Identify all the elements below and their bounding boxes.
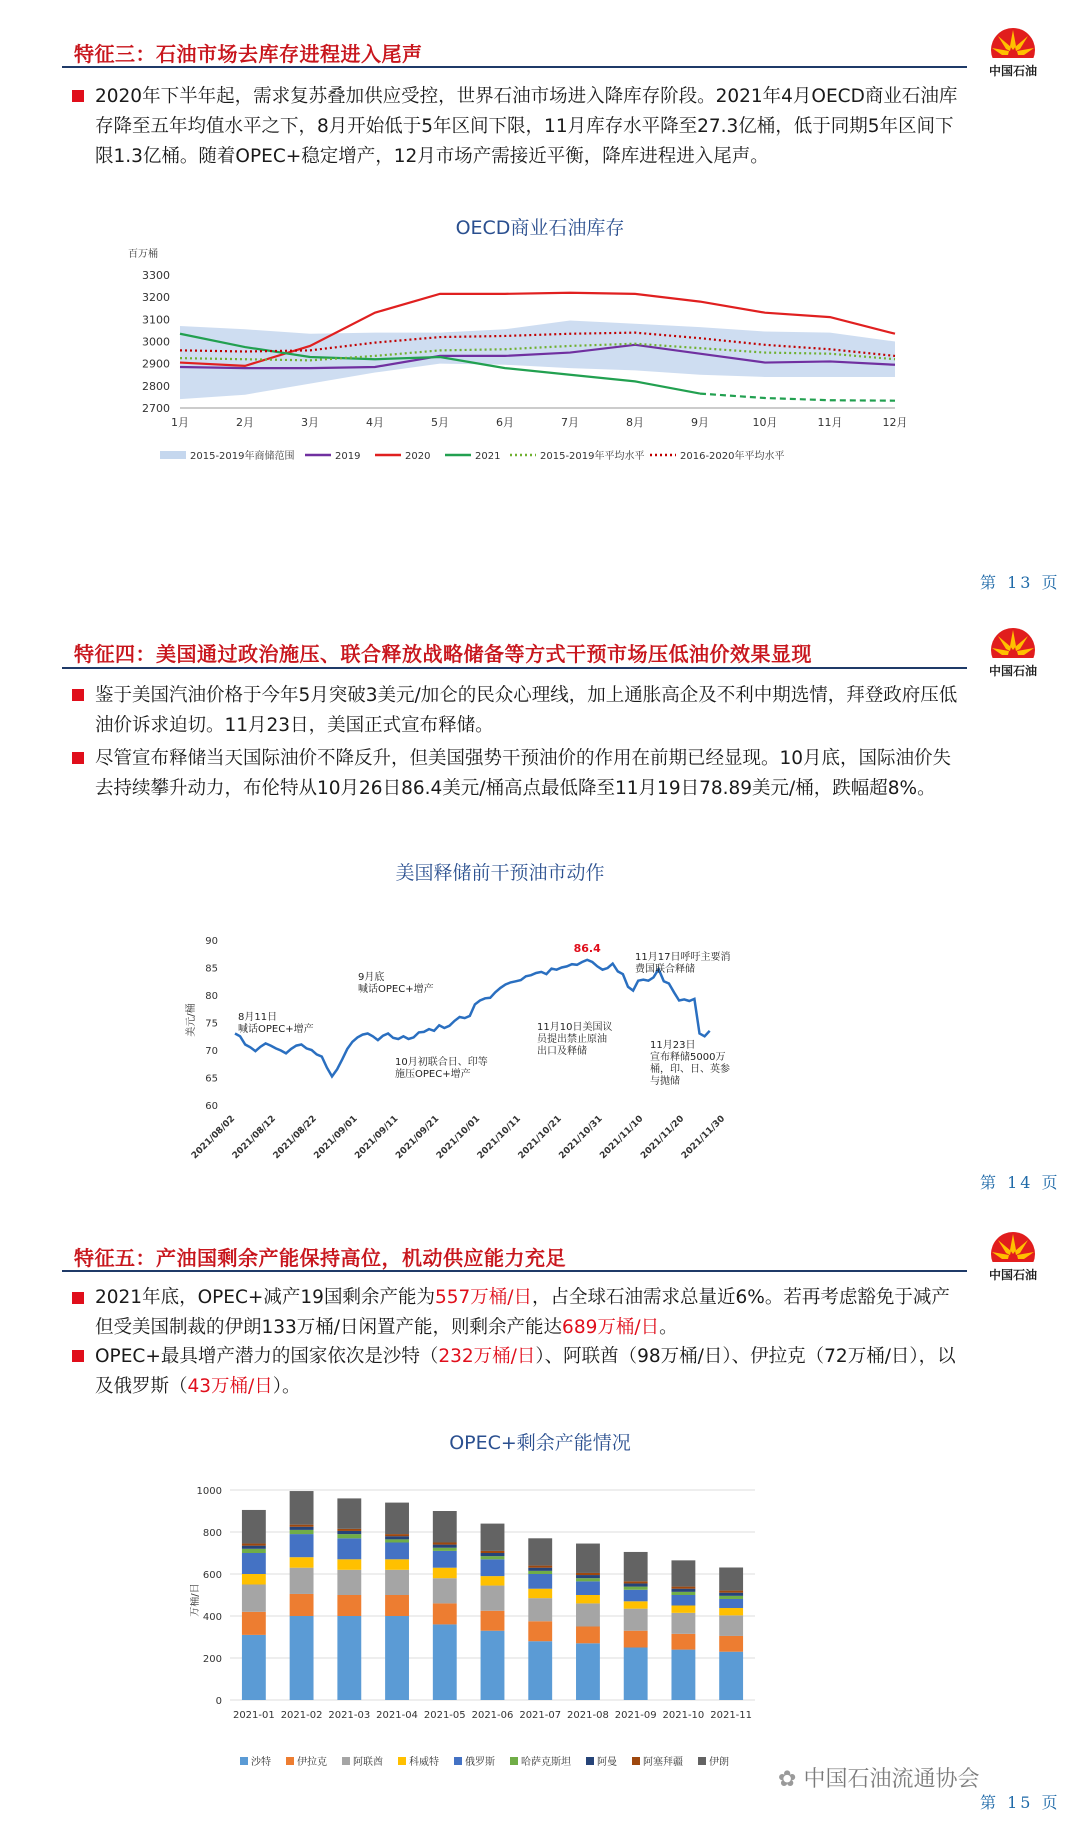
x-tick-label: 11月 (817, 416, 843, 429)
bar-segment-伊拉克 (242, 1612, 266, 1635)
bar-segment-伊朗 (481, 1524, 505, 1551)
bar-segment-阿塞拜疆 (671, 1587, 695, 1589)
y-tick-label: 800 (202, 1528, 222, 1539)
bar-segment-沙特 (290, 1616, 314, 1700)
wechat-icon: ✿ (778, 1767, 804, 1792)
x-tick-label: 2021/11/20 (639, 1114, 687, 1162)
bar-segment-俄罗斯 (337, 1538, 361, 1559)
y-tick-label: 400 (202, 1612, 222, 1623)
y-tick-label: 200 (202, 1654, 222, 1665)
x-tick-label: 2021/08/12 (230, 1114, 278, 1162)
bar-segment-沙特 (576, 1643, 600, 1700)
bar-segment-阿联酋 (290, 1568, 314, 1594)
bar-segment-俄罗斯 (433, 1551, 457, 1568)
bar-segment-阿联酋 (671, 1613, 695, 1634)
bar-segment-伊拉克 (337, 1595, 361, 1616)
section-paragraph: 2020年下半年起，需求复苏叠加供应受控，世界石油市场进入降库存阶段。2021年4月OECD商业石油库存降至五年均值水平之下，8月开始低于5年区间下限，11月库存水平降至27.3亿桶，低于同期5年区间下限1.3亿桶。随着OPEC+稳定增产，12月市场产需接近平衡，降库进程进入尾声。 (95, 86, 958, 167)
bar-segment-沙特 (719, 1652, 743, 1700)
legend-label: 俄罗斯 (465, 1757, 495, 1768)
x-tick-label: 2021/09/01 (312, 1114, 360, 1162)
bar-segment-阿曼 (576, 1575, 600, 1578)
bar-segment-伊朗 (624, 1552, 648, 1581)
legend-swatch (586, 1757, 594, 1765)
y-tick-label: 3200 (142, 291, 170, 305)
bar-segment-科威特 (385, 1559, 409, 1570)
chart-annotation: 施压OPEC+增产 (395, 1069, 471, 1080)
legend-swatch (342, 1757, 350, 1765)
x-tick-label: 2021-06 (471, 1710, 514, 1721)
bar-segment-俄罗斯 (576, 1581, 600, 1595)
bar-segment-阿塞拜疆 (481, 1551, 505, 1553)
peak-label: 86.4 (573, 941, 601, 955)
bar-segment-阿曼 (242, 1546, 266, 1549)
bar-segment-阿塞拜疆 (576, 1573, 600, 1575)
bar-segment-阿联酋 (528, 1598, 552, 1621)
chart-title: OPEC+剩余产能情况 (449, 1432, 631, 1454)
bar-segment-俄罗斯 (719, 1599, 743, 1608)
x-tick-label: 2021-03 (328, 1710, 371, 1721)
bar-segment-科威特 (528, 1589, 552, 1598)
bar-segment-科威特 (481, 1576, 505, 1585)
y-tick-label: 70 (205, 1046, 218, 1057)
y-tick-label: 0 (215, 1696, 222, 1707)
x-tick-label: 2021/10/31 (557, 1114, 605, 1162)
bar-segment-伊拉克 (624, 1631, 648, 1648)
chart-annotation: 10月初联合日、印等 (395, 1057, 488, 1068)
logo-text: 中国石油 (988, 1268, 1037, 1282)
legend-label: 伊拉克 (297, 1757, 327, 1768)
legend-swatch (632, 1757, 640, 1765)
x-tick-label: 2021/09/21 (394, 1114, 442, 1162)
section-paragraph-2: 尽管宣布释储当天国际油价不降反升，但美国强势干预油价的作用在前期已经显现。10月底，国际油价失去持续攀升动力，布伦特从10月26日86.4美元/桶高点最低降至11月19日78.89美元/桶，跌幅超8%。 (95, 748, 952, 799)
bar-segment-阿联酋 (242, 1585, 266, 1612)
title-divider (62, 667, 967, 669)
legend-swatch (510, 1757, 518, 1765)
x-tick-label: 2021-05 (423, 1710, 466, 1721)
text: ）、阿联酋（98万桶/日）、伊拉克（72万桶/日），以及俄罗斯（ (95, 1346, 956, 1397)
bar-segment-哈萨克斯坦 (528, 1571, 552, 1574)
x-tick-label: 2021-02 (280, 1710, 323, 1721)
highlight-value: 557万桶/日 (434, 1287, 532, 1308)
bar-segment-阿联酋 (385, 1570, 409, 1595)
title-divider (62, 66, 967, 68)
y-tick-label: 2800 (142, 379, 170, 393)
legend-label: 科威特 (409, 1757, 439, 1768)
x-tick-label: 2021/11/30 (679, 1114, 728, 1162)
bar-segment-科威特 (719, 1608, 743, 1615)
legend-label: 阿曼 (597, 1757, 617, 1768)
bar-segment-阿联酋 (481, 1586, 505, 1611)
chart-title: 美国释储前干预油市动作 (395, 862, 605, 884)
bar-segment-沙特 (337, 1616, 361, 1700)
legend-label: 阿塞拜疆 (643, 1757, 683, 1768)
y-tick-label: 1000 (196, 1486, 222, 1497)
chart-annotation: 员提出禁止原油 (537, 1034, 607, 1045)
bar-segment-科威特 (576, 1595, 600, 1603)
bar-segment-阿曼 (624, 1583, 648, 1586)
legend-swatch (698, 1757, 706, 1765)
bar-segment-阿塞拜疆 (433, 1543, 457, 1545)
page-number: 第 13 页 (980, 573, 1061, 592)
bar-segment-伊拉克 (528, 1621, 552, 1641)
bar-segment-沙特 (624, 1648, 648, 1701)
bar-segment-伊拉克 (576, 1627, 600, 1644)
x-tick-label: 5月 (431, 416, 449, 429)
y-axis-label: 万桶/日 (190, 1583, 201, 1617)
chart-title: OECD商业石油库存 (455, 217, 625, 239)
x-tick-label: 8月 (626, 416, 644, 429)
bar-segment-哈萨克斯坦 (719, 1596, 743, 1599)
x-tick-label: 2021/08/02 (189, 1114, 238, 1162)
bar-segment-沙特 (671, 1650, 695, 1700)
y-tick-label: 90 (205, 936, 218, 947)
bar-segment-哈萨克斯坦 (337, 1534, 361, 1538)
bar-segment-阿联酋 (337, 1570, 361, 1595)
bar-segment-阿塞拜疆 (242, 1544, 266, 1546)
x-tick-label: 3月 (301, 416, 319, 429)
bar-segment-沙特 (481, 1631, 505, 1700)
x-tick-label: 2021-09 (614, 1710, 657, 1721)
bar-segment-阿塞拜疆 (290, 1525, 314, 1527)
bar-segment-沙特 (528, 1641, 552, 1700)
brent-price-chart (180, 910, 900, 1180)
x-tick-label: 2021/10/11 (475, 1114, 523, 1162)
legend-label: 2015-2019年商储范围 (190, 451, 295, 462)
legend-swatch (398, 1757, 406, 1765)
text: ）。 (272, 1376, 301, 1397)
bar-segment-哈萨克斯坦 (481, 1556, 505, 1559)
bar-segment-俄罗斯 (528, 1574, 552, 1589)
text: ，占全球石油需求总量近6%。若再考虑豁免于减产但受美国制裁的伊朗133万桶/日闲置产能，则剩余产能达 (95, 1287, 950, 1338)
bullet-marker (72, 689, 84, 701)
legend-label: 2015-2019年平均水平 (540, 451, 645, 462)
bar-segment-俄罗斯 (290, 1534, 314, 1557)
bar-segment-伊拉克 (719, 1636, 743, 1652)
legend-label: 哈萨克斯坦 (521, 1757, 571, 1768)
x-tick-label: 2月 (236, 416, 254, 429)
title-divider (62, 1270, 967, 1272)
x-tick-label: 10月 (752, 416, 778, 429)
bar-segment-科威特 (290, 1557, 314, 1568)
y-tick-label: 2900 (142, 357, 170, 371)
bar-segment-阿曼 (290, 1527, 314, 1530)
bullet-marker (72, 752, 84, 764)
bar-segment-科威特 (242, 1574, 266, 1585)
bar-segment-阿曼 (719, 1593, 743, 1596)
y-tick-label: 2700 (142, 402, 170, 415)
bar-segment-伊拉克 (385, 1595, 409, 1616)
legend-label: 2016-2020年平均水平 (680, 451, 785, 462)
bullet-marker (72, 1292, 84, 1304)
bar-segment-阿塞拜疆 (528, 1566, 552, 1568)
bar-segment-沙特 (433, 1624, 457, 1700)
x-tick-label: 2021/08/22 (271, 1114, 319, 1162)
logo-text: 中国石油 (988, 664, 1037, 678)
bar-segment-阿曼 (337, 1531, 361, 1534)
highlight-value: 689万桶/日 (562, 1317, 660, 1338)
x-tick-label: 2021-11 (710, 1710, 753, 1721)
bar-segment-伊朗 (337, 1498, 361, 1528)
x-tick-label: 2021-10 (662, 1710, 705, 1721)
bar-segment-伊朗 (242, 1510, 266, 1544)
chart-annotation: 8月11日 (238, 1012, 278, 1023)
legend-label: 阿联酋 (353, 1757, 383, 1768)
x-tick-label: 2021/09/11 (353, 1114, 401, 1162)
text: OPEC+最具增产潜力的国家依次是沙特（ (95, 1346, 439, 1367)
chart-annotation: 喊话OPEC+增产 (358, 984, 434, 995)
x-tick-label: 2021/11/10 (598, 1114, 646, 1162)
bar-segment-科威特 (337, 1559, 361, 1570)
section-title: 特征四：美国通过政治施压、联合释放战略储备等方式干预市场压低油价效果显现 (74, 642, 812, 666)
bar-segment-阿联酋 (576, 1603, 600, 1626)
bar-segment-阿曼 (481, 1553, 505, 1556)
x-tick-label: 6月 (496, 416, 514, 429)
text: 。 (659, 1317, 678, 1338)
bar-segment-阿曼 (433, 1545, 457, 1548)
legend-label: 2019 (335, 451, 361, 462)
highlight-value: 232万桶/日 (438, 1346, 536, 1367)
x-tick-label: 2021-07 (519, 1710, 562, 1721)
bar-segment-伊拉克 (481, 1611, 505, 1631)
section-title: 特征三：石油市场去库存进程进入尾声 (74, 42, 423, 66)
x-tick-label: 2021/10/21 (516, 1114, 564, 1162)
chart-annotation: 喊话OPEC+增产 (238, 1024, 314, 1035)
chart-annotation: 宣布释储5000万 (650, 1052, 726, 1063)
series-line-2021-projected (700, 394, 895, 401)
bar-segment-科威特 (671, 1606, 695, 1613)
x-tick-label: 7月 (561, 416, 579, 429)
legend-label: 2021 (475, 451, 501, 462)
page-number: 第 15 页 (980, 1793, 1061, 1812)
legend-swatch (286, 1757, 294, 1765)
page-number: 第 14 页 (980, 1173, 1061, 1192)
bar-segment-哈萨克斯坦 (242, 1549, 266, 1553)
x-tick-label: 4月 (366, 416, 384, 429)
bar-segment-阿曼 (528, 1568, 552, 1571)
bar-segment-伊朗 (528, 1538, 552, 1565)
legend-swatch (240, 1757, 248, 1765)
bar-segment-阿联酋 (433, 1578, 457, 1603)
legend-swatch (454, 1757, 462, 1765)
y-tick-label: 80 (205, 991, 218, 1002)
section-title: 特征五：产油国剩余产能保持高位，机动供应能力充足 (74, 1246, 566, 1270)
logo-text: 中国石油 (988, 64, 1037, 78)
bar-segment-阿曼 (385, 1536, 409, 1539)
bar-segment-阿塞拜疆 (337, 1529, 361, 1531)
watermark-text: 中国石油流通协会 (803, 1767, 980, 1792)
bar-segment-阿曼 (671, 1589, 695, 1592)
chart-annotation: 出口及释储 (537, 1046, 587, 1057)
bar-segment-伊朗 (433, 1511, 457, 1543)
bar-segment-伊朗 (576, 1544, 600, 1573)
legend-label: 伊朗 (709, 1757, 729, 1768)
bullet-marker (72, 1350, 84, 1362)
x-tick-label: 2021-08 (567, 1710, 609, 1721)
chart-annotation: 11月17日呼吁主要消 (635, 952, 731, 963)
highlight-value: 43万桶/日 (187, 1376, 273, 1397)
watermark (778, 1762, 979, 1793)
y-tick-label: 3300 (142, 269, 170, 282)
bar-segment-俄罗斯 (385, 1543, 409, 1560)
bar-segment-阿塞拜疆 (719, 1591, 743, 1593)
bar-segment-伊朗 (385, 1503, 409, 1535)
text: 2021年底，OPEC+减产19国剩余产能为 (95, 1287, 435, 1308)
bar-segment-沙特 (385, 1616, 409, 1700)
bar-segment-伊朗 (719, 1567, 743, 1590)
bar-segment-俄罗斯 (671, 1595, 695, 1606)
oecd-inventory-chart (120, 245, 920, 535)
bar-segment-伊朗 (671, 1560, 695, 1586)
legend-swatch (160, 451, 186, 459)
y-tick-label: 60 (205, 1101, 218, 1112)
bar-segment-阿塞拜疆 (624, 1581, 648, 1583)
bar-segment-沙特 (242, 1635, 266, 1700)
x-tick-label: 2021/10/01 (434, 1114, 483, 1162)
bar-segment-伊拉克 (433, 1603, 457, 1624)
y-tick-label: 600 (202, 1570, 222, 1581)
y-tick-label: 75 (205, 1018, 218, 1030)
y-tick-label: 3100 (142, 313, 170, 327)
bar-segment-科威特 (433, 1568, 457, 1579)
y-tick-label: 3000 (142, 335, 170, 349)
bar-segment-伊朗 (290, 1491, 314, 1525)
bar-segment-阿联酋 (719, 1615, 743, 1636)
bar-segment-哈萨克斯坦 (385, 1539, 409, 1542)
bullet-marker (72, 90, 84, 102)
legend-label: 沙特 (251, 1757, 271, 1768)
bar-segment-哈萨克斯坦 (576, 1578, 600, 1581)
x-tick-label: 9月 (691, 416, 709, 429)
bar-segment-俄罗斯 (481, 1559, 505, 1576)
chart-annotation: 费国联合释储 (635, 964, 695, 975)
y-axis-label: 美元/桶 (186, 1003, 197, 1037)
chart-annotation: 桶，印、日、英参 (650, 1064, 730, 1075)
range-band (180, 320, 895, 399)
bar-segment-俄罗斯 (242, 1553, 266, 1574)
y-axis-unit: 百万桶 (128, 249, 158, 260)
chart-annotation: 与抛储 (650, 1076, 680, 1087)
chart-annotation: 9月底 (358, 972, 385, 983)
bar-segment-哈萨克斯坦 (671, 1592, 695, 1595)
chart-annotation: 11月10日美国议 (537, 1022, 613, 1033)
bar-segment-哈萨克斯坦 (290, 1530, 314, 1534)
bar-segment-俄罗斯 (624, 1590, 648, 1602)
x-tick-label: 12月 (882, 416, 908, 429)
x-tick-label: 1月 (171, 416, 189, 429)
section-paragraph-1 (95, 1283, 965, 1343)
bar-segment-哈萨克斯坦 (433, 1548, 457, 1551)
x-tick-label: 2021-04 (376, 1710, 418, 1721)
section-paragraph-2 (95, 1342, 965, 1402)
bar-segment-伊拉克 (290, 1594, 314, 1616)
x-tick-label: 2021-01 (232, 1710, 275, 1721)
chart-annotation: 11月23日 (650, 1040, 696, 1051)
y-tick-label: 65 (205, 1073, 218, 1085)
y-tick-label: 85 (205, 963, 218, 975)
opec-spare-capacity-chart (190, 1470, 890, 1770)
bar-segment-科威特 (624, 1601, 648, 1608)
bar-segment-阿塞拜疆 (385, 1534, 409, 1536)
section-paragraph-1: 鉴于美国汽油价格于今年5月突破3美元/加仑的民众心理线，加上通胀高企及不利中期选情，拜登政府压低油价诉求迫切。11月23日，美国正式宣布释储。 (95, 685, 958, 736)
bar-segment-阿联酋 (624, 1609, 648, 1631)
bar-segment-伊拉克 (671, 1634, 695, 1650)
bar-segment-哈萨克斯坦 (624, 1587, 648, 1590)
legend-label: 2020 (405, 451, 431, 462)
